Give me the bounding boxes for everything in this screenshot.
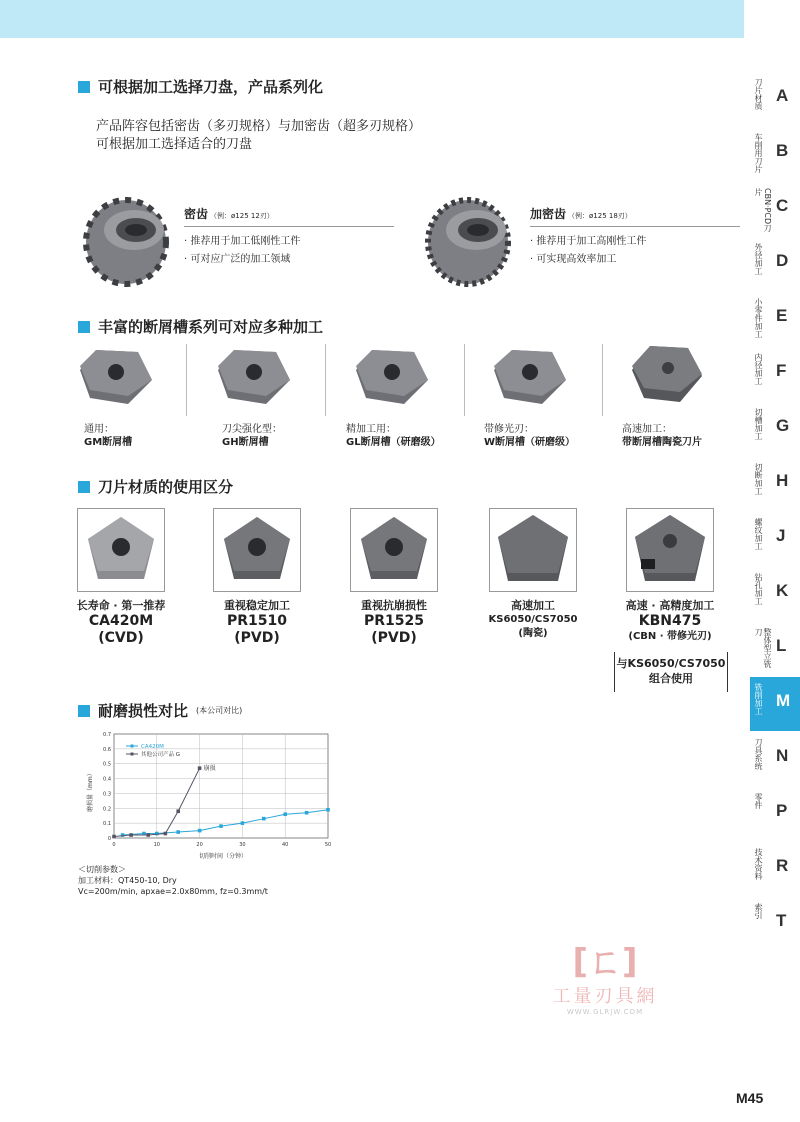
extra-dense-pitch-cutter-image bbox=[420, 196, 520, 288]
data-point bbox=[112, 835, 116, 839]
data-point bbox=[164, 832, 168, 836]
x-tick-label: 40 bbox=[282, 842, 289, 848]
data-point bbox=[198, 829, 202, 833]
chart-annotation: 崩损 bbox=[203, 765, 216, 773]
x-tick-label: 20 bbox=[196, 842, 203, 848]
data-point bbox=[262, 817, 266, 821]
y-tick-label: 0.6 bbox=[103, 746, 111, 753]
legend-marker bbox=[131, 745, 134, 748]
nav-item-label: 整体型立铣刀 bbox=[754, 628, 772, 668]
data-point bbox=[176, 830, 180, 834]
nav-item-letter: A bbox=[776, 86, 789, 105]
nav-item-g[interactable] bbox=[750, 402, 800, 456]
watermark: [ㄈ] 工量刃具網 WWW.GLRJW.COM bbox=[540, 942, 670, 1016]
nav-item-h[interactable] bbox=[750, 457, 800, 511]
grade-image-ca420m bbox=[77, 508, 165, 592]
chart-y-label: 磨损量（mm） bbox=[87, 770, 94, 812]
nav-item-letter: T bbox=[776, 911, 787, 930]
bullet-square-icon bbox=[78, 321, 90, 333]
nav-item-label: 切断加工 bbox=[754, 463, 763, 495]
y-tick-label: 0.3 bbox=[103, 791, 111, 798]
nav-item-label: 外径加工 bbox=[754, 243, 763, 275]
nav-item-label: 索引 bbox=[754, 903, 763, 919]
nav-item-letter: B bbox=[776, 141, 789, 160]
dense-pitch-info: 密齿 （例：ø125 12刃） · 推荐用于加工低刚性工件 · 可对应广泛的加工领域 bbox=[184, 205, 394, 269]
gh-insert-image bbox=[214, 342, 294, 412]
grade-ks6050: 高速加工 KS6050/CS7050 (陶瓷) bbox=[488, 599, 578, 639]
combination-note: 与KS6050/CS7050 组合使用 bbox=[614, 652, 728, 692]
section-heading-grades: 刀片材质的使用区分 bbox=[78, 476, 233, 497]
nav-item-b[interactable] bbox=[750, 127, 800, 181]
legend-marker bbox=[131, 753, 134, 756]
nav-item-label: 小零件加工 bbox=[754, 298, 763, 338]
nav-item-l[interactable] bbox=[750, 622, 800, 676]
x-tick-label: 10 bbox=[153, 842, 160, 848]
section-heading-series: 可根据加工选择刀盘，产品系列化 bbox=[78, 76, 323, 97]
x-tick-label: 30 bbox=[239, 842, 246, 848]
nav-item-letter: P bbox=[776, 801, 788, 820]
w-insert-image bbox=[490, 342, 570, 412]
nav-item-e[interactable] bbox=[750, 292, 800, 346]
y-tick-label: 0.2 bbox=[103, 806, 111, 813]
nav-item-letter: G bbox=[776, 416, 790, 435]
data-point bbox=[129, 833, 133, 837]
nav-item-label: CBN·PCD刀片 bbox=[754, 188, 772, 233]
nav-item-letter: C bbox=[776, 196, 789, 215]
y-tick-label: 0.5 bbox=[103, 761, 111, 768]
nav-item-a[interactable] bbox=[750, 72, 800, 126]
nav-item-r[interactable] bbox=[750, 842, 800, 896]
nav-item-c[interactable] bbox=[750, 182, 800, 236]
grade-image-pr1525 bbox=[350, 508, 438, 592]
wear-chart bbox=[78, 726, 338, 862]
nav-item-n[interactable] bbox=[750, 732, 800, 786]
y-tick-label: 0.4 bbox=[103, 776, 111, 783]
chipbreaker-label-w: 带修光刃： W断屑槽（研磨级） bbox=[484, 424, 576, 448]
data-point bbox=[305, 811, 309, 815]
nav-item-letter: E bbox=[776, 306, 788, 325]
nav-item-p[interactable] bbox=[750, 787, 800, 841]
chipbreaker-label-ceramic: 高速加工： 带断屑槽陶瓷刀片 bbox=[622, 424, 702, 448]
legend-label: CA420M bbox=[141, 744, 164, 750]
grade-ca420m: 长寿命 · 第一推荐 CA420M (CVD) bbox=[76, 599, 166, 646]
nav-item-letter: F bbox=[776, 361, 787, 380]
nav-item-d[interactable] bbox=[750, 237, 800, 291]
cutting-parameters: ＜切削参数＞ 加工材料：QT450-10, Dry Vc=200m/min, apxae=2.0x80mm, fz=0.3mm/t bbox=[78, 865, 268, 896]
top-banner bbox=[0, 0, 744, 38]
section-heading-wear: 耐磨损性对比 (本公司对比) bbox=[78, 700, 242, 721]
chart-x-label: 切削时间（分钟） bbox=[198, 853, 248, 860]
nav-item-label: 螺纹加工 bbox=[754, 518, 763, 550]
data-point bbox=[176, 809, 180, 813]
x-tick-label: 50 bbox=[324, 842, 332, 848]
x-tick-label: 0 bbox=[112, 842, 116, 848]
page-number: M45 bbox=[736, 1090, 764, 1106]
bullet-square-icon bbox=[78, 81, 90, 93]
grade-image-pr1510 bbox=[213, 508, 301, 592]
grade-image-kbn475 bbox=[626, 508, 714, 592]
chipbreaker-label-gh: 刀尖强化型： GH断屑槽 bbox=[222, 424, 282, 448]
bullet-square-icon bbox=[78, 705, 90, 717]
gl-insert-image bbox=[352, 342, 432, 412]
nav-item-letter: M bbox=[776, 691, 791, 710]
intro-text: 产品阵容包括密齿（多刃规格）与加密齿（超多刃规格） 可根据加工选择适合的刀盘 bbox=[96, 119, 422, 152]
nav-item-label: 车削用刀片 bbox=[754, 133, 763, 173]
nav-item-label: 技术资料 bbox=[754, 848, 763, 880]
data-point bbox=[198, 766, 202, 770]
nav-item-f[interactable] bbox=[750, 347, 800, 401]
nav-item-letter: J bbox=[776, 526, 786, 545]
grade-pr1510: 重视稳定加工 PR1510 (PVD) bbox=[224, 599, 290, 646]
nav-item-label: 刀片材质 bbox=[754, 78, 763, 110]
nav-item-label: 零件 bbox=[754, 793, 763, 809]
grade-kbn475: 高速 · 高精度加工 KBN475 (CBN · 带修光刃) bbox=[625, 599, 715, 642]
nav-item-letter: R bbox=[776, 856, 789, 875]
ceramic-insert-image bbox=[628, 340, 708, 410]
y-tick-label: 0.1 bbox=[103, 821, 111, 828]
nav-item-label: 刀具系统 bbox=[754, 738, 763, 770]
y-tick-label: 0.7 bbox=[103, 732, 111, 738]
nav-item-t[interactable] bbox=[750, 897, 800, 951]
chipbreaker-label-gl: 精加工用： GL断屑槽（研磨级） bbox=[346, 424, 441, 448]
data-point bbox=[219, 824, 223, 828]
nav-item-j[interactable] bbox=[750, 512, 800, 566]
nav-item-label: 铣削加工 bbox=[754, 683, 763, 715]
nav-item-m[interactable] bbox=[750, 677, 800, 731]
nav-item-letter: H bbox=[776, 471, 789, 490]
section-heading-chipbreakers: 丰富的断屑槽系列可对应多种加工 bbox=[78, 316, 323, 337]
bullet-square-icon bbox=[78, 481, 90, 493]
data-point bbox=[241, 821, 245, 825]
nav-item-letter: L bbox=[776, 636, 787, 655]
nav-item-label: 钻孔加工 bbox=[754, 573, 763, 605]
nav-item-label: 切槽加工 bbox=[754, 408, 763, 440]
gm-insert-image bbox=[76, 342, 156, 412]
nav-item-k[interactable] bbox=[750, 567, 800, 621]
data-point bbox=[326, 808, 330, 812]
dense-pitch-cutter-image bbox=[78, 196, 178, 288]
nav-item-letter: D bbox=[776, 251, 789, 270]
legend-label: 其他公司产品 G bbox=[141, 752, 181, 758]
nav-item-letter: K bbox=[776, 581, 789, 600]
grade-image-ks6050 bbox=[489, 508, 577, 592]
data-point bbox=[146, 833, 150, 837]
nav-item-letter: N bbox=[776, 746, 789, 765]
data-point bbox=[283, 812, 287, 816]
watermark-logo: [ㄈ] bbox=[572, 942, 638, 982]
grade-pr1525: 重视抗崩损性 PR1525 (PVD) bbox=[361, 599, 427, 646]
extra-dense-pitch-info: 加密齿 （例：ø125 18刃） · 推荐用于加工高刚性工件 · 可实现高效率加工 bbox=[530, 205, 740, 269]
y-tick-label: 0 bbox=[107, 836, 111, 842]
nav-item-label: 内径加工 bbox=[754, 353, 763, 385]
chipbreaker-label-gm: 通用： GM断屑槽 bbox=[84, 424, 133, 448]
